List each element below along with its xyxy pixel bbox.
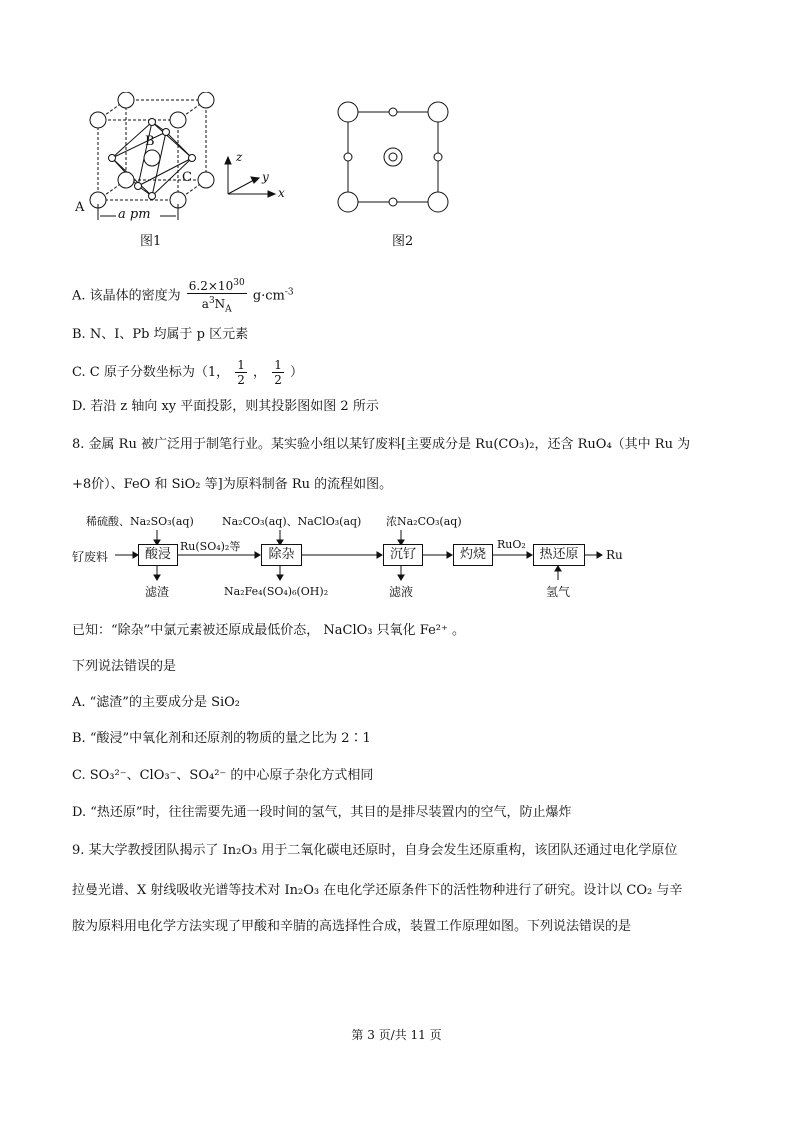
flow-input-1: 稀硫酸、Na₂SO₃(aq)	[86, 515, 194, 528]
q8-stem-line-2: +8价）、FeO 和 SiO₂ 等]为原料制备 Ru 的流程如图。	[72, 477, 393, 492]
q7-option-d: D. 若沿 z 轴向 xy 平面投影，则其投影图如图 2 所示	[72, 399, 379, 414]
q7-option-a: A. 该晶体的密度为 $\frac{6.2\times 10^{30}}{a^3N_A}$ $g\cdot cm^{-3}$	[72, 278, 294, 315]
flow-step-calcine: 灼烧	[453, 544, 493, 566]
q8-stem-line-1: 8. 金属 Ru 被广泛用于制笔行业。某实验小组以某钌废料[主要成分是 Ru(CO₃)₂，还含 RuO₄（其中 Ru 为	[72, 437, 691, 452]
flow-input-3: 浓Na₂CO₃(aq)	[386, 515, 462, 528]
figure-2-projection	[334, 98, 454, 214]
label-a-atom: A	[75, 200, 85, 215]
figure-1-caption: 图1	[140, 234, 162, 249]
q9-stem-line-2: 拉曼光谱、X 射线吸收光谱等技术对 In₂O₃ 在电化学还原条件下的活性物种进行了研究。设计以 CO₂ 与辛	[72, 883, 683, 898]
flow-intermediate-2: RuO₂	[497, 538, 526, 551]
density-fraction: $\frac{6.2\times 10^{30}}{a^3N_A}$	[188, 278, 245, 315]
q8-option-a: A. “滤渣”的主要成分是 SiO₂	[72, 695, 241, 710]
q8-known: 已知：“除杂”中氯元素被还原成最低价态， NaClO₃ 只氧化 Fe²⁺ 。	[72, 623, 465, 638]
q9-stem-line-3: 胺为原料用电化学方法实现了甲酸和辛腈的高选择性合成，装置工作原理如图。下列说法错误的是	[72, 919, 632, 934]
label-c-atom: C	[182, 170, 192, 185]
q8-option-c: C. SO₃²⁻、ClO₃⁻、SO₄²⁻ 的中心原子杂化方式相同	[72, 768, 374, 783]
q8-ask: 下列说法错误的是	[72, 659, 177, 674]
flow-input-hydrogen: 氢气	[546, 585, 571, 599]
flow-step-precipitate-ru: 沉钌	[383, 544, 423, 566]
flow-end: Ru	[606, 548, 623, 562]
q8-option-b: B. “酸浸”中氧化剂和还原剂的物质的量之比为 2∶1	[72, 731, 371, 746]
page-footer: 第 3 页/共 11 页	[351, 1028, 442, 1042]
figure-1-crystal-cell	[70, 92, 300, 222]
flow-start: 钌废料	[72, 550, 109, 564]
flow-step-acid-leach: 酸浸	[138, 544, 178, 566]
axis-x-label: x	[278, 186, 285, 200]
q7-option-c: C. C 原子分数坐标为（1， $\frac{1}{2}$ ， $\frac{1}{2}$ ）	[72, 358, 303, 387]
flow-output-2: Na₂Fe₄(SO₄)₆(OH)₂	[224, 585, 329, 598]
q9-stem-line-1: 9. 某大学教授团队揭示了 In₂O₃ 用于二氧化碳电还原时，自身会发生还原重构，该团队还通过电化学原位	[72, 843, 678, 858]
flow-output-residue: 滤渣	[145, 585, 170, 599]
axis-y-label: y	[262, 170, 269, 184]
q7-option-b: B. N、I、Pb 均属于 p 区元素	[72, 327, 249, 342]
axis-z-label: z	[236, 150, 243, 164]
edge-length-label: a pm	[118, 207, 151, 222]
flow-step-thermal-reduction: 热还原	[533, 544, 585, 566]
flow-output-filtrate: 滤液	[389, 585, 414, 599]
label-b-atom: B	[145, 134, 155, 149]
flow-step-impurity-removal: 除杂	[261, 544, 302, 566]
flow-intermediate-1: Ru(SO₄)₂等	[180, 540, 241, 553]
flow-input-2: Na₂CO₃(aq)、NaClO₃(aq)	[222, 515, 362, 528]
figure-2-caption: 图2	[392, 234, 414, 249]
q8-option-d: D. “热还原”时，往往需要先通一段时间的氢气，其目的是排尽装置内的空气，防止爆炸	[72, 805, 572, 820]
